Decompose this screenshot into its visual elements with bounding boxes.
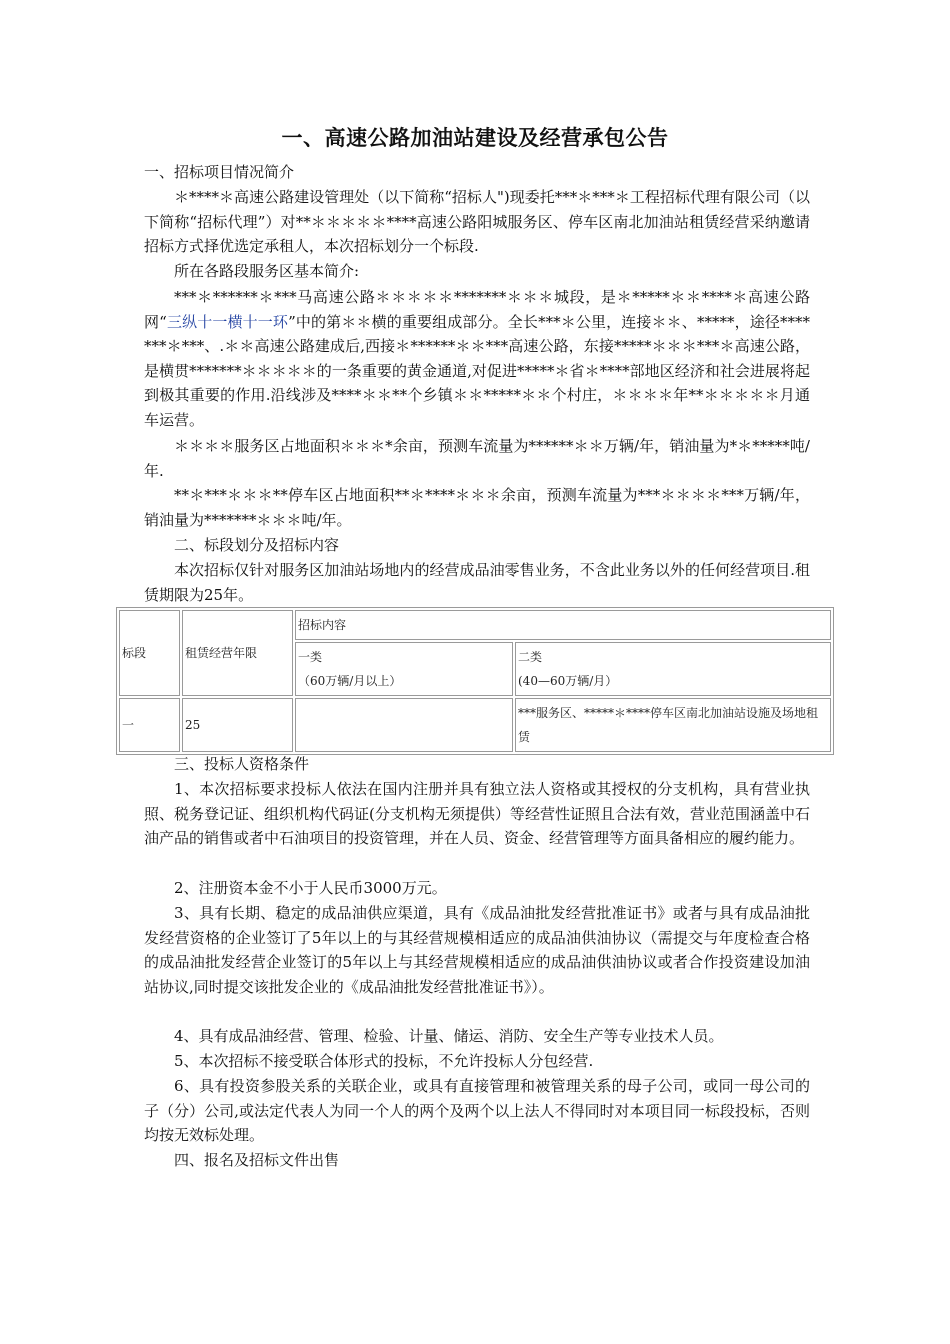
class1-range: （60万辆/月以上） [298,674,402,688]
class1-label: 一类 [298,650,323,664]
header-class2-cell [515,642,831,696]
table-row [119,698,831,752]
row-class1-cell [295,698,513,752]
bid-section-table [116,607,834,755]
section-1-paragraph-3 [144,285,810,433]
class2-label: 二类 [518,650,543,664]
table-header-row [119,610,831,640]
header-term-cell: 租赁经营年限 [182,610,293,696]
section-3-item-5: 5、本次招标不接受联合体形式的投标，不允许投标人分包经营. [174,1052,594,1070]
header-content-cell: 招标内容 [295,610,831,640]
section-1-paragraph-1: ＊****＊高速公路建设管理处（以下简称“招标人")现委托***＊***＊工程招标代理有限公司（以下简称“招标代理”）对**＊＊＊＊＊****高速公路阳城服务区、停车区南北加油站租赁经营采纳邀请招标方式择优选定承租人，本次招标划分一个标段. [144,188,810,256]
section-1-paragraph-2: 所在各路段服务区基本简介: [174,262,360,280]
section-3-heading: 三、投标人资格条件 [174,755,310,773]
section-2-paragraph-1: 本次招标仅针对服务区加油站场地内的经营成品油零售业务，不含此业务以外的任何经营项目.租赁期限为25年。 [144,561,810,604]
section-3-item-4: 4、具有成品油经营、管理、检验、计量、储运、消防、安全生产等专业技术人员。 [174,1027,724,1045]
paragraph-3-text-b: ”中的第＊＊横的重要组成部分。全长***＊公里，连接＊＊、*****，途径*******＊***、.＊＊高速公路建成后,西接＊******＊＊***高速公路，东接*****＊＊＊***＊高速公路，是横贯*******＊＊＊＊＊的一条重要的黄金通道,对促进*****＊省＊****部地区经济和社会进展将起到极其重要的作用.沿线涉及****＊＊**个乡镇＊＊*****＊＊个村庄，＊＊＊＊年**＊＊＊＊＊月通车运营。 [144,312,810,429]
row-class2-cell: ***服务区、*****＊****停车区南北加油站设施及场地租赁 [515,698,831,752]
section-3-item-3: 3、具有长期、稳定的成品油供应渠道，具有《成品油批发经营批准证书》或者与具有成品油批发经营资格的企业签订了5年以上的与其经营规模相适应的成品油供油协议（需提交与年度检查合格的成品油批发经营企业签订的5年以上与其经营规模相适应的成品油供油协议或者合作投资建设加油站协议,同时提交该批发企业的《成品油批发经营批准证书》）。 [144,904,810,996]
road-network-link[interactable]: 三纵十一横十一环 [166,312,289,331]
section-3-item-1: 1、本次招标要求投标人依法在国内注册并具有独立法人资格或其授权的分支机构，具有营业执照、税务登记证、组织机构代码证(分支机构无须提供）等经营性证照且合法有效，营业范围涵盖中石油产品的销售或者中石油项目的投资管理，并在人员、资金、经营管理等方面具备相应的履约能力。 [144,780,810,848]
section-2-heading: 二、标段划分及招标内容 [174,536,340,554]
document-title: 一、高速公路加油站建设及经营承包公告 [281,126,669,150]
section-3-item-6: 6、具有投资参股关系的关联企业，或具有直接管理和被管理关系的母子公司，或同一母公司的子（分）公司,或法定代表人为同一个人的两个及两个以上法人不得同时对本项目同一标段投标，否则均按无效标处理。 [144,1077,810,1145]
section-1-paragraph-5: **＊***＊＊＊**停车区占地面积**＊****＊＊＊余亩，预测车流量为***＊＊＊＊***万辆/年，销油量为*******＊＊＊吨/年。 [144,486,810,529]
paragraph-3-text-a: ***＊******＊***马高速公路＊＊＊＊＊*******＊＊＊城段，是＊*****＊＊****＊高速公路网“ [144,288,810,331]
header-class1-cell [295,642,513,696]
section-1-paragraph-4: ＊＊＊＊服务区占地面积＊＊＊*余亩，预测车流量为******＊＊万辆/年，销油量为*＊*****吨/年. [144,437,810,480]
section-1-heading: 一、招标项目情况简介 [144,163,295,181]
section-4-heading: 四、报名及招标文件出售 [174,1151,340,1169]
section-3-item-2: 2、注册资本金不小于人民币3000万元。 [174,879,447,897]
row-term-cell: 25 [182,698,293,752]
class2-range: (40—60万辆/月） [518,674,618,688]
header-section-cell: 标段 [119,610,180,696]
row-section-cell: 一 [119,698,180,752]
